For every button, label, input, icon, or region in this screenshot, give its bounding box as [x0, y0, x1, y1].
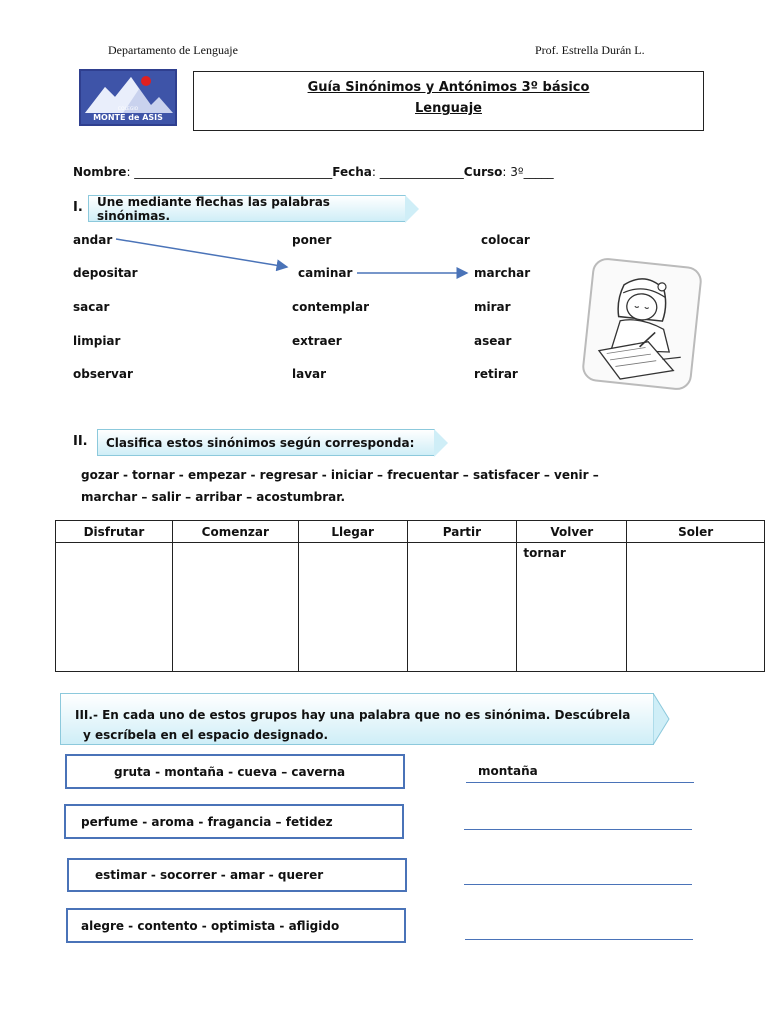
- cell-comenzar[interactable]: [172, 543, 298, 672]
- column-llegar: Llegar: [298, 521, 407, 543]
- word-observar: observar: [73, 367, 133, 381]
- word-limpiar: limpiar: [73, 334, 121, 348]
- teacher-label: Prof. Estrella Durán L.: [535, 43, 645, 57]
- column-partir: Partir: [407, 521, 517, 543]
- column-comenzar: Comenzar: [172, 521, 298, 543]
- section3-instruction-line2: y escríbela en el espacio designado.: [83, 728, 329, 742]
- arrow-andar-caminar: [116, 239, 287, 267]
- section2-instruction: Clasifica estos sinónimos según corresponda:: [97, 429, 435, 456]
- cell-soler[interactable]: [627, 543, 765, 672]
- curso-label: Curso: [463, 165, 503, 179]
- cell-partir[interactable]: [407, 543, 517, 672]
- cell-disfrutar[interactable]: [56, 543, 173, 672]
- title-main: Guía Sinónimos y Antónimos 3º básico: [307, 80, 590, 95]
- word-andar: andar: [73, 233, 113, 247]
- curso-value[interactable]: : 3º_____: [502, 165, 554, 179]
- column-soler: Soler: [627, 521, 765, 543]
- section1-instruction: Une mediante flechas las palabras sinónimas.: [88, 195, 406, 222]
- word-mirar: mirar: [474, 300, 511, 314]
- cell-volver[interactable]: [517, 543, 627, 672]
- word-group-3: estimar - socorrer - amar - querer: [67, 858, 407, 892]
- example-cell-value: tornar: [523, 546, 566, 560]
- cell-llegar[interactable]: [298, 543, 407, 672]
- fecha-line[interactable]: : ______________: [371, 165, 464, 179]
- nombre-label: Nombre: [73, 165, 127, 179]
- example-answer: montaña: [478, 764, 538, 778]
- column-volver: Volver: [517, 521, 627, 543]
- column-disfrutar: Disfrutar: [56, 521, 173, 543]
- answer-line-3[interactable]: [464, 884, 692, 885]
- department-label: Departamento de Lenguaje: [108, 43, 238, 57]
- table-header-row: [56, 521, 765, 543]
- example-arrows: [0, 0, 768, 300]
- answer-line-2[interactable]: [464, 829, 692, 830]
- word-retirar: retirar: [474, 367, 518, 381]
- word-group-2: perfume - aroma - fragancia – fetidez: [64, 804, 404, 839]
- section3-banner: [60, 693, 654, 745]
- answer-line-1[interactable]: [466, 782, 694, 783]
- answer-line-4[interactable]: [465, 939, 693, 940]
- table-row: [56, 543, 765, 672]
- nombre-line[interactable]: : _________________________________: [126, 165, 333, 179]
- section3-banner-arrow: [653, 693, 671, 745]
- svg-text:COLEGIO: COLEGIO: [117, 107, 139, 112]
- section1-number: I.: [73, 200, 83, 215]
- word-depositar: depositar: [73, 266, 138, 280]
- section2-words-line1: gozar - tornar - empezar - regresar - iniciar – frecuentar – satisfacer – venir –: [81, 468, 599, 482]
- section3-instruction-line1: III.- En cada uno de estos grupos hay una palabra que no es sinónima. Descúbrela: [75, 708, 631, 722]
- word-lavar: lavar: [292, 367, 327, 381]
- classification-table: [55, 520, 765, 672]
- svg-text:MONTE de ASIS: MONTE de ASIS: [93, 113, 163, 122]
- word-marchar: marchar: [474, 266, 531, 280]
- word-group-1: gruta - montaña - cueva – caverna: [65, 754, 405, 789]
- section2-words-line2: marchar – salir – arribar – acostumbrar.: [81, 490, 346, 504]
- fecha-label: Fecha: [332, 165, 372, 179]
- word-asear: asear: [474, 334, 512, 348]
- word-caminar: caminar: [298, 266, 353, 280]
- word-sacar: sacar: [73, 300, 110, 314]
- section2-number: II.: [73, 434, 88, 449]
- word-group-4: alegre - contento - optimista - afligido: [66, 908, 406, 943]
- word-poner: poner: [292, 233, 332, 247]
- word-colocar: colocar: [481, 233, 530, 247]
- title-subject: Lenguaje: [415, 101, 482, 116]
- girl-writing-illustration: [580, 257, 705, 392]
- word-contemplar: contemplar: [292, 300, 369, 314]
- word-extraer: extraer: [292, 334, 342, 348]
